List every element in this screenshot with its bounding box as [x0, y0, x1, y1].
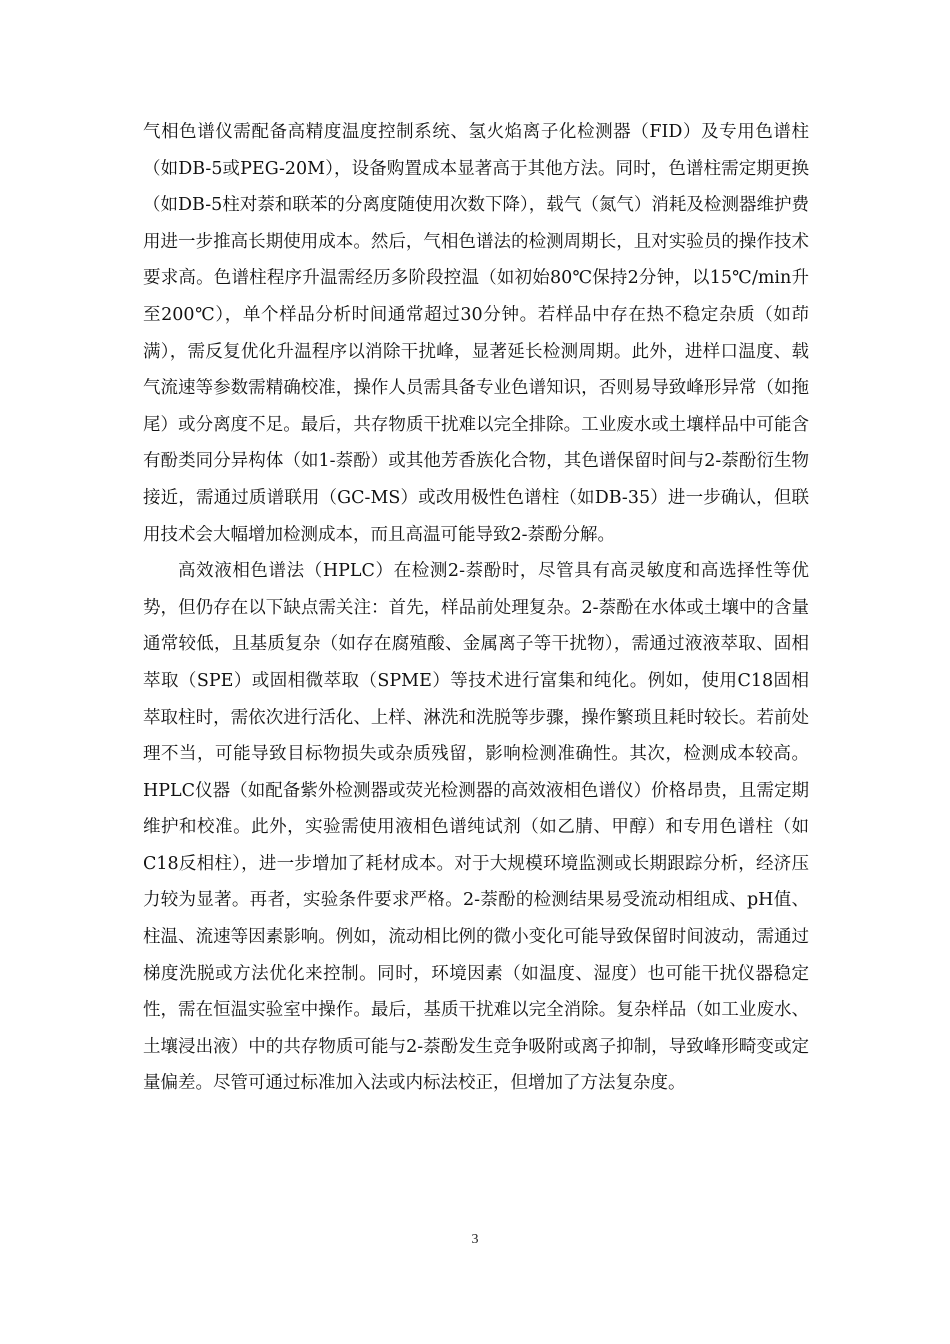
- paragraph-hplc-drawbacks: 高效液相色谱法（HPLC）在检测2-萘酚时，尽管具有高灵敏度和高选择性等优势，但仍存在以下缺点需关注：首先，样品前处理复杂。2-萘酚在水体或土壤中的含量通常较低，且基质复杂（如存在腐殖酸、金属离子等干扰物），需通过液液萃取、固相萃取（SPE）或固相微萃取（SPME）等技术进行富集和纯化。例如，使用C18固相萃取柱时，需依次进行活化、上样、淋洗和洗脱等步骤，操作繁琐且耗时较长。若前处理不当，可能导致目标物损失或杂质残留，影响检测准确性。其次，检测成本较高。HPLC仪器（如配备紫外检测器或荧光检测器的高效液相色谱仪）价格昂贵，且需定期维护和校准。此外，实验需使用液相色谱纯试剂（如乙腈、甲醇）和专用色谱柱（如C18反相柱），进一步增加了耗材成本。对于大规模环境监测或长期跟踪分析，经济压力较为显著。再者，实验条件要求严格。2-萘酚的检测结果易受流动相组成、pH值、柱温、流速等因素影响。例如，流动相比例的微小变化可能导致保留时间波动，需通过梯度洗脱或方法优化来控制。同时，环境因素（如温度、湿度）也可能干扰仪器稳定性，需在恒温实验室中操作。最后，基质干扰难以完全消除。复杂样品（如工业废水、土壤浸出液）中的共存物质可能与2-萘酚发生竞争吸附或离子抑制，导致峰形畸变或定量偏差。尽管可通过标准加入法或内标法校正，但增加了方法复杂度。: [143, 561, 809, 1094]
- paragraph-gc-drawbacks: 气相色谱仪需配备高精度温度控制系统、氢火焰离子化检测器（FID）及专用色谱柱（如DB-5或PEG-20M），设备购置成本显著高于其他方法。同时，色谱柱需定期更换（如DB-5柱对萘和联苯的分离度随使用次数下降），载气（氮气）消耗及检测器维护费用进一步推高长期使用成本。然后，气相色谱法的检测周期长，且对实验员的操作技术要求高。色谱柱程序升温需经历多阶段控温（如初始80℃保持2分钟，以15℃/min升至200℃），单个样品分析时间通常超过30分钟。若样品中存在热不稳定杂质（如茚满），需反复优化升温程序以消除干扰峰，显著延长检测周期。此外，进样口温度、载气流速等参数需精确校准，操作人员需具备专业色谱知识，否则易导致峰形异常（如拖尾）或分离度不足。最后，共存物质干扰难以完全排除。工业废水或土壤样品中可能含有酚类同分异构体（如1-萘酚）或其他芳香族化合物，其色谱保留时间与2-萘酚衍生物接近，需通过质谱联用（GC-MS）或改用极性色谱柱（如DB-35）进一步确认，但联用技术会大幅增加检测成本，而且高温可能导致2-萘酚分解。: [143, 122, 809, 545]
- body-text: [143, 114, 809, 1102]
- page-number: 3: [471, 1232, 479, 1247]
